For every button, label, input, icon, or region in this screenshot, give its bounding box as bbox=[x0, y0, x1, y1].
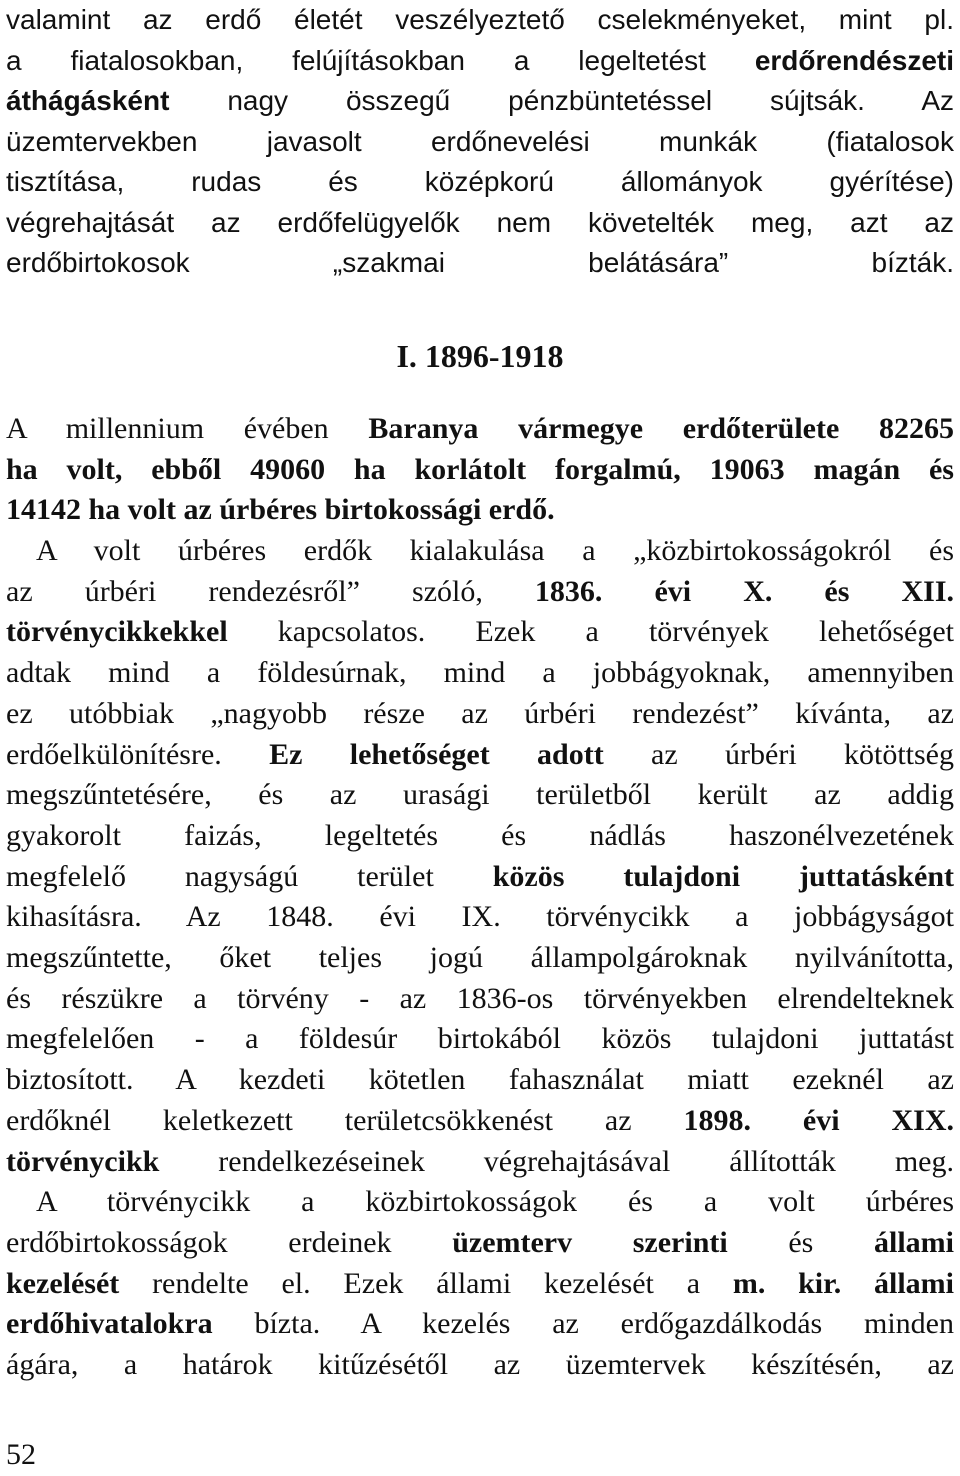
text-segment: erdőbirtokosok „szakmai belátására” bízták. bbox=[6, 247, 954, 278]
text-segment: a fiatalosokban, felújításokban a legeltetést bbox=[6, 44, 755, 76]
text-segment: erdőbirtokosságok erdeinek bbox=[6, 1225, 453, 1259]
text-segment: adtak mind a földesúrnak, mind a jobbágyoknak, amennyiben bbox=[6, 656, 954, 690]
text-segment: bízta. A kezelés az erdőgazdálkodás minden bbox=[212, 1307, 954, 1341]
text-segment: tisztítása, rudas és középkorú állományok gyérítése) bbox=[6, 166, 954, 197]
text-line bbox=[6, 1019, 954, 1060]
bold-text-segment: törvénycikkekkel bbox=[6, 615, 228, 649]
text-line bbox=[6, 450, 954, 491]
text-segment: kapcsolatos. Ezek a törvények lehetőséget bbox=[227, 615, 954, 649]
bold-text-segment: 14142 ha volt az úrbéres birtokossági erdő. bbox=[6, 493, 555, 527]
text-line bbox=[6, 162, 954, 203]
text-line bbox=[6, 572, 954, 613]
text-line bbox=[6, 775, 954, 816]
text-line bbox=[6, 409, 954, 450]
text-line bbox=[6, 897, 954, 938]
text-line bbox=[6, 203, 954, 244]
bold-text-segment: erdőhivatalokra bbox=[6, 1307, 213, 1341]
text-line bbox=[6, 694, 954, 735]
text-line bbox=[6, 122, 954, 163]
text-segment: rendelkezéseinek végrehajtásával állították meg. bbox=[159, 1144, 954, 1178]
text-line bbox=[6, 1304, 954, 1345]
text-line bbox=[6, 1223, 954, 1264]
text-segment: erdőknél keletkezett területcsökkenést az bbox=[6, 1103, 684, 1137]
text-line bbox=[6, 1101, 954, 1142]
text-segment: rendelte el. Ezek állami kezelését a bbox=[119, 1266, 733, 1300]
text-segment: A millennium évében bbox=[6, 412, 369, 445]
text-line bbox=[6, 81, 954, 122]
text-segment: ágára, a határok kitűzésétől az üzemtervek készítésén, az bbox=[6, 1348, 954, 1382]
bold-text-segment: közös tulajdoni juttatásként bbox=[492, 859, 954, 893]
text-line bbox=[6, 41, 954, 82]
section-heading: I. 1896-1918 bbox=[396, 338, 564, 374]
bold-text-segment: kezelését bbox=[6, 1266, 120, 1300]
text-segment: nagy összegű pénzbüntetéssel sújtsák. Az bbox=[169, 85, 954, 116]
intro-paragraph bbox=[6, 0, 954, 284]
text-line bbox=[6, 0, 954, 41]
text-line bbox=[6, 1345, 954, 1386]
text-segment: A törvénycikk a közbirtokosságok és a volt úrbéres bbox=[6, 1185, 954, 1219]
text-line bbox=[6, 1142, 954, 1183]
text-segment: és részükre a törvény - az 1836-os törvényekben elrendelteknek bbox=[6, 981, 954, 1015]
text-line bbox=[6, 979, 954, 1020]
bold-text-segment: 1836. évi X. és XII. bbox=[534, 574, 954, 608]
text-segment: kihasításra. Az 1848. évi IX. törvénycikk a jobbágyságot bbox=[6, 900, 954, 934]
text-segment: megszűntette, őket teljes jogú állampolgároknak nyilvánította, bbox=[6, 941, 954, 975]
bold-text-segment: áthágásként bbox=[6, 85, 170, 116]
text-segment: megfelelő nagyságú terület bbox=[6, 859, 493, 893]
text-segment: megfelelően - a földesúr birtokából közös tulajdoni juttatást bbox=[6, 1022, 954, 1056]
bold-text-segment: erdőrendészeti bbox=[754, 44, 954, 76]
text-segment: A volt úrbéres erdők kialakulása a „közbirtokosságokról és bbox=[6, 534, 954, 567]
text-line bbox=[6, 857, 954, 898]
text-line bbox=[6, 735, 954, 776]
text-line bbox=[6, 816, 954, 857]
bold-text-segment: állami bbox=[873, 1225, 954, 1259]
text-line bbox=[6, 490, 954, 531]
bold-text-segment: Ez lehetőséget adott bbox=[269, 737, 604, 771]
bold-text-segment: ha volt, ebből 49060 ha korlátolt forgalmú, 19063 magán és bbox=[6, 452, 954, 486]
main-text-paragraph bbox=[6, 531, 954, 1386]
text-segment: üzemtervekben javasolt erdőnevelési munkák (fiatalosok bbox=[6, 125, 954, 157]
text-line bbox=[6, 612, 954, 653]
bold-text-segment: 1898. évi XIX. bbox=[683, 1103, 954, 1137]
text-segment: valamint az erdő életét veszélyeztető cselekményeket, mint pl. bbox=[6, 4, 954, 35]
text-line bbox=[6, 531, 954, 572]
bold-text-segment: m. kir. állami bbox=[732, 1266, 954, 1300]
text-line bbox=[6, 1060, 954, 1101]
text-line bbox=[6, 1264, 954, 1305]
text-line bbox=[6, 938, 954, 979]
text-segment: megszűntetésére, és az urasági területből került az addig bbox=[6, 778, 954, 812]
text-segment: végrehajtását az erdőfelügyelők nem követelték meg, azt az bbox=[6, 206, 954, 238]
text-segment: és bbox=[727, 1225, 874, 1259]
text-segment: ez utóbbiak „nagyobb része az úrbéri rendezést” kívánta, az bbox=[6, 696, 954, 730]
text-line bbox=[6, 1182, 954, 1223]
text-segment: biztosított. A kezdeti kötetlen fahasználat miatt ezeknél az bbox=[6, 1063, 954, 1097]
text-line bbox=[6, 243, 954, 284]
bold-text-segment: törvénycikk bbox=[6, 1144, 160, 1178]
page-number: 52 bbox=[6, 1438, 36, 1471]
bold-text-segment: Baranya vármegye erdőterülete 82265 bbox=[368, 412, 954, 445]
text-segment: az úrbéri rendezésről” szóló, bbox=[6, 574, 535, 608]
baranya-forest-paragraph bbox=[6, 409, 954, 531]
text-segment: erdőelkülönítésre. bbox=[6, 737, 270, 771]
bold-text-segment: üzemterv szerinti bbox=[452, 1225, 728, 1259]
text-line bbox=[6, 653, 954, 694]
text-segment: az úrbéri kötöttség bbox=[603, 737, 954, 771]
text-segment: gyakorolt faizás, legeltetés és nádlás haszonélvezetének bbox=[6, 818, 954, 852]
